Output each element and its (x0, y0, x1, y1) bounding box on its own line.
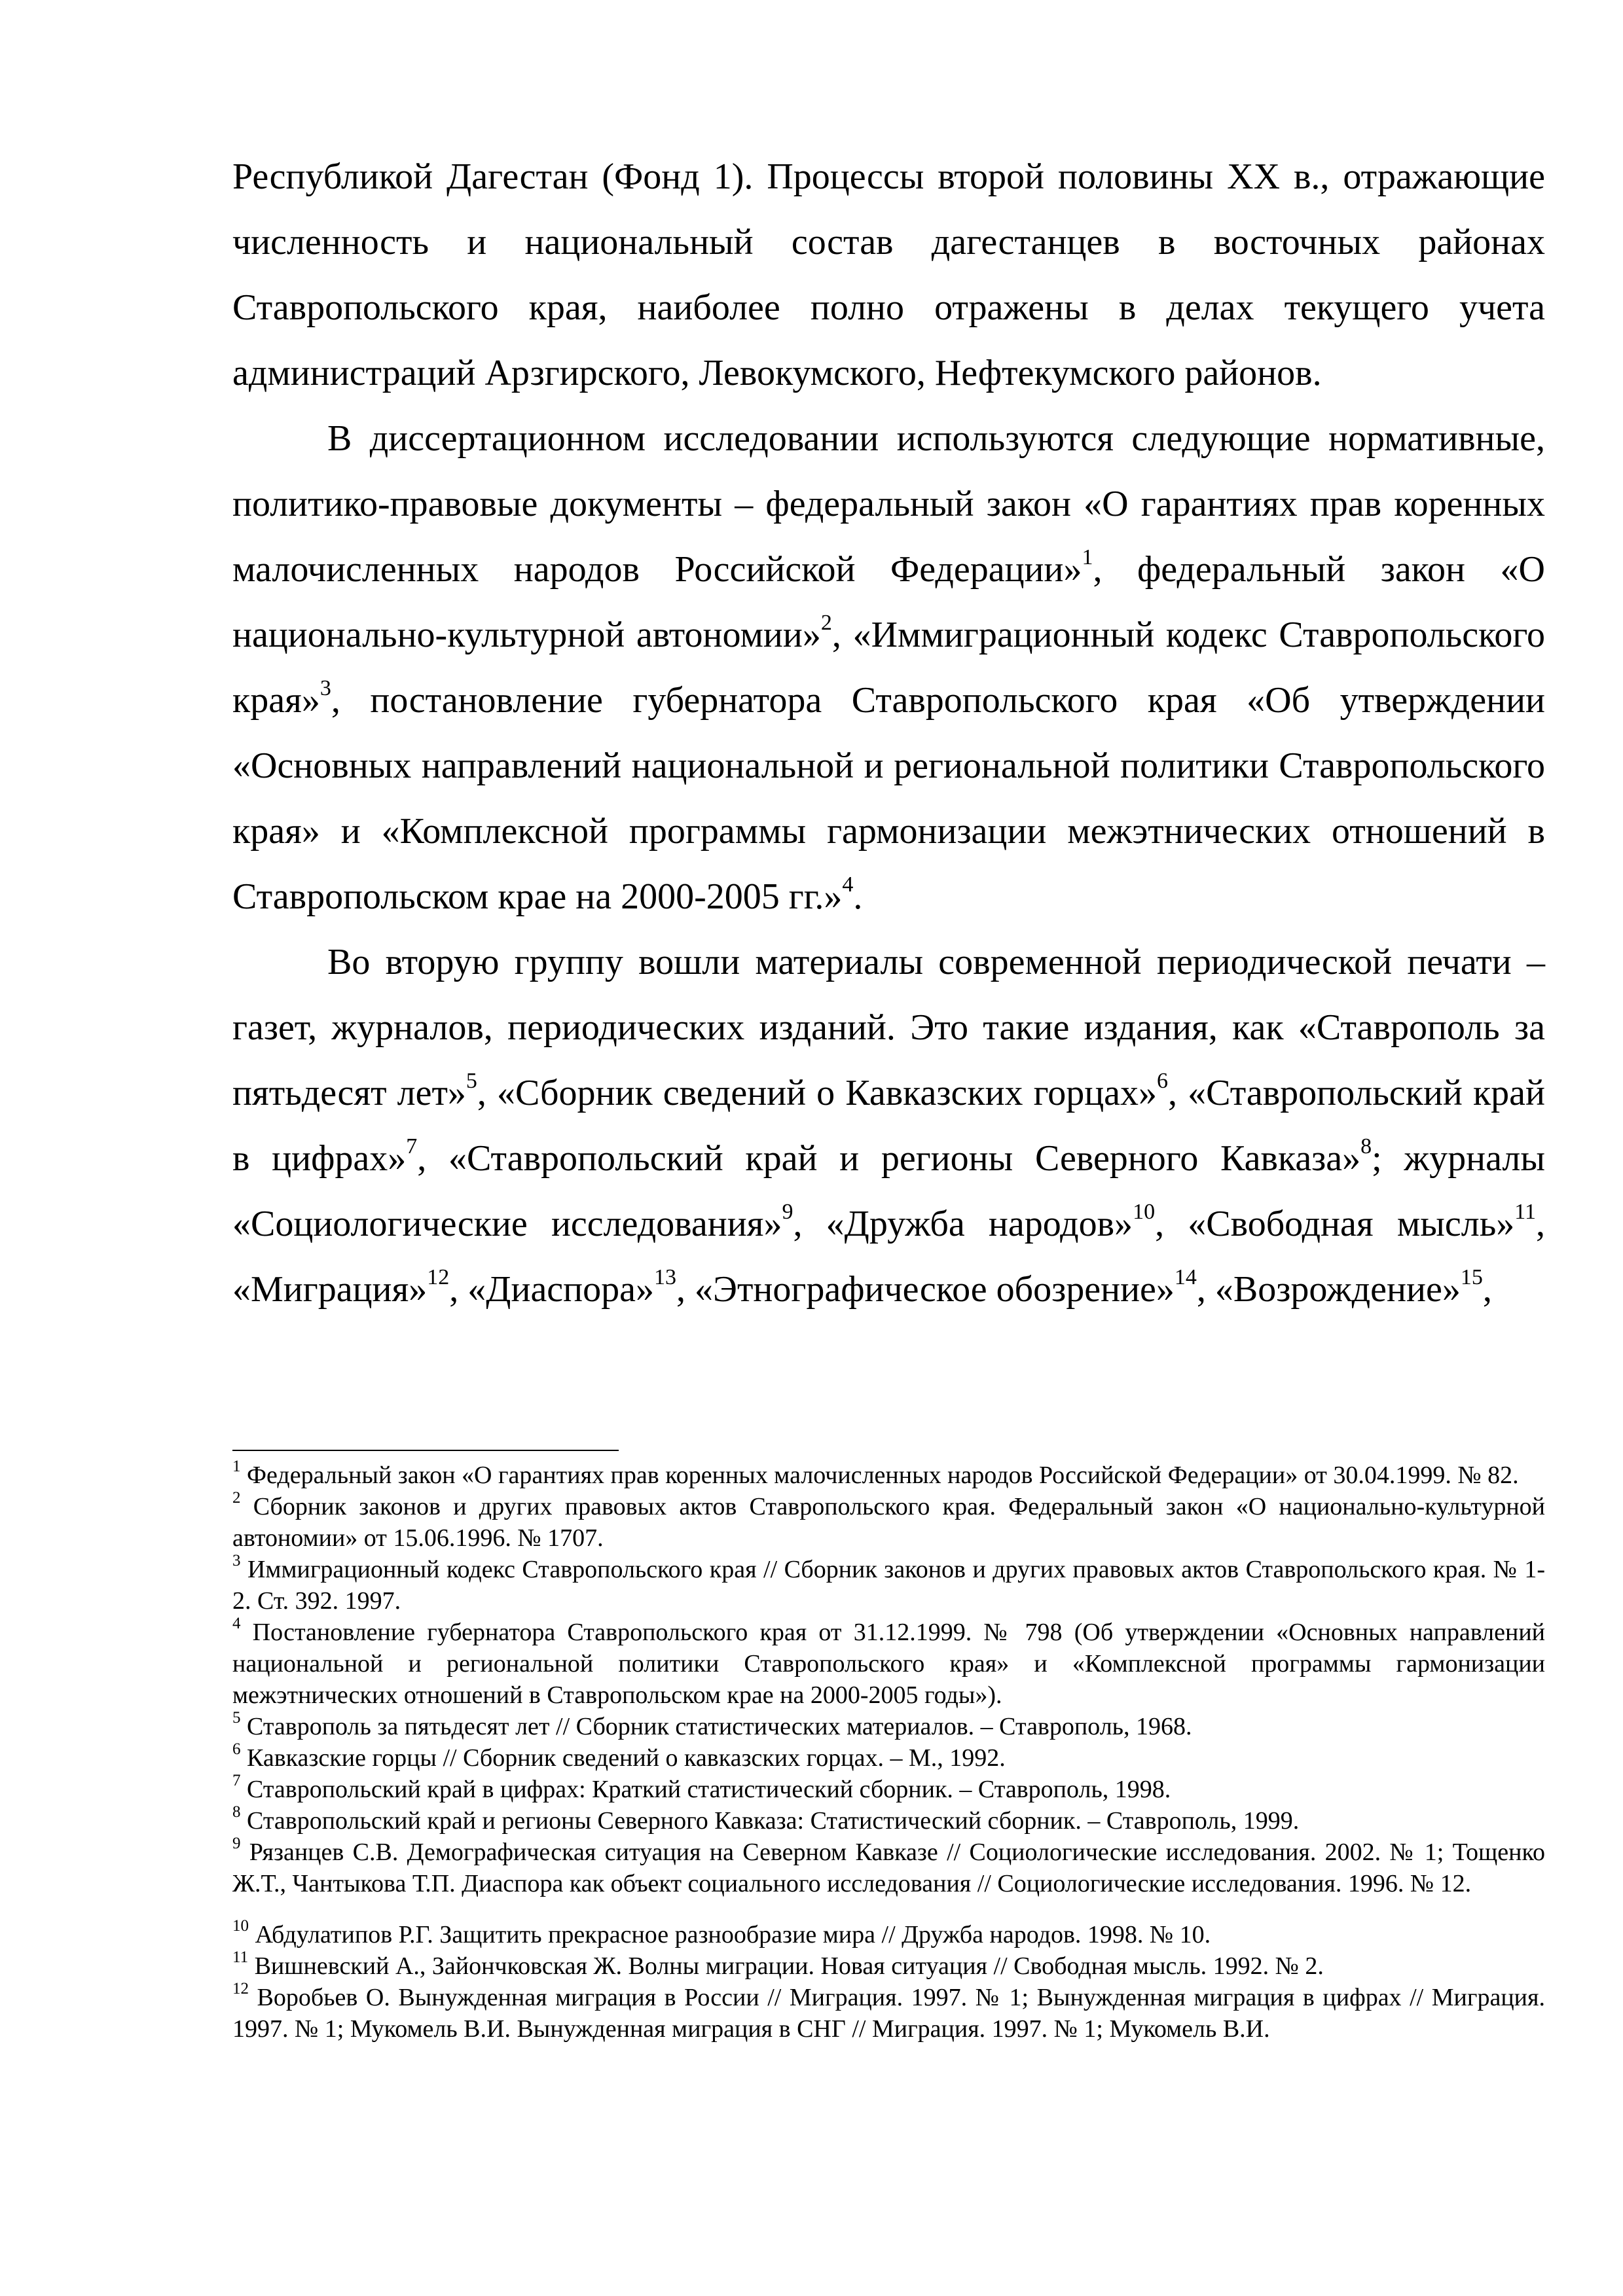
footnote-ref-7[interactable]: 7 (406, 1134, 418, 1159)
footnote-ref-10[interactable]: 10 (1133, 1200, 1156, 1225)
footnote-ref-14[interactable]: 14 (1174, 1265, 1197, 1290)
footnote-ref-4[interactable]: 4 (842, 872, 854, 897)
footnote-7: $^7$ Ставропольский край в цифрах: Краткий статистический сборник. – Ставрополь, 1998. (232, 1772, 1171, 1803)
paragraph-1: Республикой Дагестан (Фонд 1). Процессы второй половины XX в., отражающие численность и национальный состав дагестанцев в восточных районах Ставропольского края, наиболее полно отражены в делах текущего учета администраций Арзгирского, Левокумского, Нефтекумского районов. (232, 156, 1545, 393)
footnote-12: $^{12}$ Воробьев О. Вынужденная миграция в России // Миграция. 1997. № 1; Вынужденная миграция в цифрах // Миграция. 1997. № 1; Мукомель В.И. Вынужденная миграция в СНГ // Миграция. 1997. № 1; Мукомель В.И. (232, 1980, 1545, 2043)
footnote-ref-15[interactable]: 15 (1460, 1265, 1483, 1290)
footnote-10: $^{10}$ Абдулатипов Р.Г. Защитить прекрасное разнообразие мира // Дружба народов. 1998. № 10. (232, 1917, 1211, 1948)
footnote-ref-11[interactable]: 11 (1514, 1200, 1537, 1225)
main-text (232, 144, 1545, 1322)
paragraph-3: Во вторую группу вошли материалы современной периодической печати – газет, журналов, периодических изданий. Это такие издания, как «Ставрополь за пятьдесят лет»$^5$, «Сборник сведений о Кавказских горцах»$^6$, «Ставропольский край в цифрах»$^7$, «Ставропольский край и регионы Северного Кавказа»$^8$; журналы «Социологические исследования»$^9$, «Дружба народов»$^{10}$, «Свободная мысль»$^{11}$, «Миграция»$^{12}$, «Диаспора»$^{13}$, «Этнографическое обозрение»$^{14}$, «Возрождение»$^{15}$, (232, 942, 1546, 1310)
paragraph-2: В диссертационном исследовании используются следующие нормативные, политико-правовые документы – федеральный закон «О гарантиях прав коренных малочисленных народов Российской Федерации»$^1$, федеральный закон «О национально-культурной автономии»$^2$, «Иммиграционный кодекс Ставропольского края»$^3$, постановление губернатора Ставропольского края «Об утверждении «Основных направлений национальной и региональной политики Ставропольского края» и «Комплексной программы гармонизации межэтнических отношений в Ставропольском крае на 2000-2005 гг.»$^4$. (232, 418, 1545, 917)
footnote-ref-5[interactable]: 5 (465, 1069, 477, 1094)
footnote-1: $^1$ Федеральный закон «О гарантиях прав коренных малочисленных народов Российской Федерации» от 30.04.1999. № 82. (232, 1458, 1519, 1489)
footnotes (232, 1460, 1545, 2045)
footnote-ref-2[interactable]: 2 (820, 611, 832, 636)
footnote-ref-9[interactable]: 9 (782, 1200, 793, 1225)
footnote-9: $^9$ Рязанцев С.В. Демографическая ситуация на Северном Кавказе // Социологические исследования. 2002. № 1; Тощенко Ж.Т., Чантыкова Т.П. Диаспора как объект социального исследования // Социологические исследования. 1996. № 12. (232, 1835, 1545, 1897)
footnote-separator (232, 1450, 619, 1451)
footnote-ref-6[interactable]: 6 (1157, 1069, 1169, 1094)
footnote-ref-8[interactable]: 8 (1360, 1134, 1372, 1159)
footnote-ref-1[interactable]: 1 (1082, 545, 1093, 570)
footnote-8: $^8$ Ставропольский край и регионы Северного Кавказа: Статистический сборник. – Ставрополь, 1999. (232, 1803, 1300, 1835)
footnote-2: $^2$ Сборник законов и других правовых актов Ставропольского края. Федеральный закон «О национально-культурной автономии» от 15.06.1996. № 1707. (232, 1489, 1545, 1552)
footnote-ref-13[interactable]: 13 (653, 1265, 676, 1290)
footnote-ref-3[interactable]: 3 (319, 676, 331, 701)
footnote-11: $^{11}$ Вишневский А., Зайончковская Ж. Волны миграции. Новая ситуация // Свободная мысль. 1992. № 2. (232, 1948, 1324, 1980)
footnote-3: $^3$ Иммиграционный кодекс Ставропольского края // Сборник законов и других правовых актов Ставропольского края. № 1-2. Ст. 392. 1997. (232, 1552, 1545, 1615)
footnote-6: $^6$ Кавказские горцы // Сборник сведений о кавказских горцах. – М., 1992. (232, 1740, 1006, 1772)
footnote-ref-12[interactable]: 12 (427, 1265, 450, 1290)
footnote-5: $^5$ Ставрополь за пятьдесят лет // Сборник статистических материалов. – Ставрополь, 1968. (232, 1709, 1192, 1740)
footnote-4: $^4$ Постановление губернатора Ставропольского края от 31.12.1999. № 798 (Об утверждении «Основных направлений национальной и региональной политики Ставропольского края» и «Комплексной программы гармонизации межэтнических отношений в Ставропольском крае на 2000-2005 годы»). (232, 1615, 1545, 1709)
